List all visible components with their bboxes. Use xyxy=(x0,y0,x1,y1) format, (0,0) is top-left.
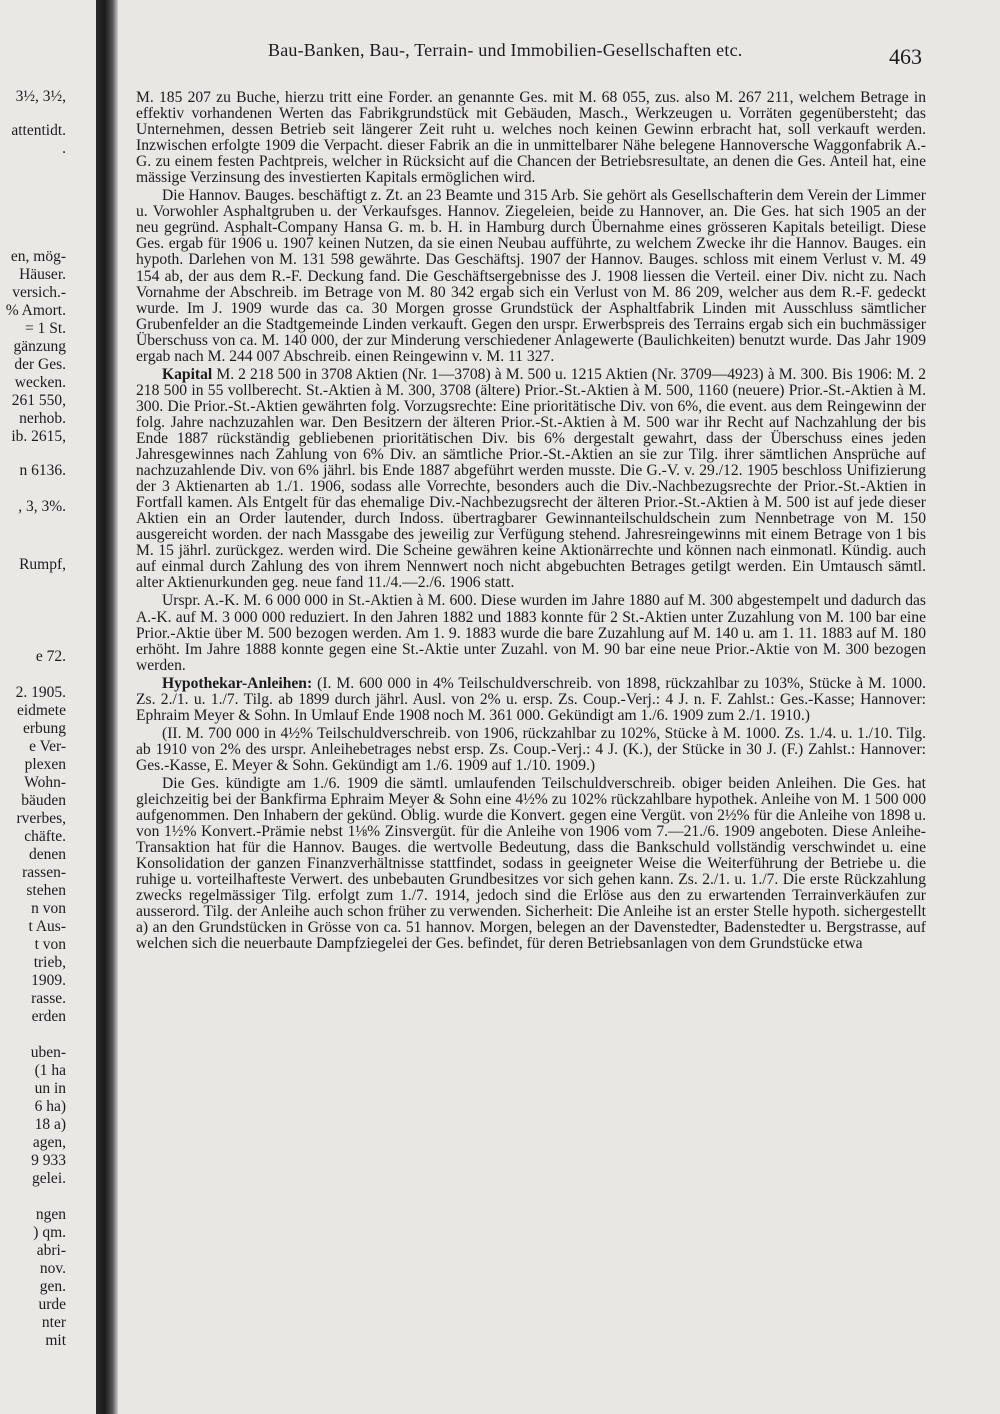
margin-fragment: chäfte. xyxy=(24,828,66,845)
margin-fragment: = 1 St. xyxy=(24,320,66,337)
margin-fragment: n von xyxy=(31,900,66,917)
margin-fragment: ngen xyxy=(35,1206,66,1223)
margin-fragment: 18 a) xyxy=(34,1116,66,1133)
margin-fragment: Wohn- xyxy=(24,774,66,791)
paragraph xyxy=(136,676,926,724)
margin-fragment: e 72. xyxy=(35,648,66,665)
margin-fragment: 3½, 3½, xyxy=(15,88,66,105)
margin-fragment: un in xyxy=(34,1080,66,1097)
margin-fragment: n 6136. xyxy=(19,462,66,479)
margin-fragment: 1909. xyxy=(31,972,66,989)
margin-fragment: en, mög- xyxy=(10,248,66,265)
paragraph-text: Die Ges. kündigte am 1./6. 1909 die sämtl. umlaufenden Teilschuldverschreib. obiger beiden Anleihen. Die Ges. hat gleichzeitig bei der Bankfirma Ephraim Meyer & Sohn eine 4½% zu 102% rückzahlbare hypothek. Anleihe von M. 1 500 000 aufgenommen. Den Inhabern der gekünd. Oblig. wurde die Konvert. gegen eine Vergüt. von 2½% für die Anleihe von 1898 u. von 1½% Konvert.-Prämie nebst 1⅛% Zinsvergüt. für die Anleihe von 1906 vom 7.—21./6. 1909 angeboten. Diese Anleihe-Transaktion hat für die Hannov. Bauges. die wertvolle Bedeutung, dass die Bankschuld vollständig verschwindet u. eine Konsolidation der ganzen Finanzverhältnisse stattfindet, sodass in geeigneter Weise die Weiterführung der Betriebe u. die ruhige u. vorteilhafteste Verwert. des unbebauten Grundbesitzes vor sich gehen kann. Zs. 2./1. u. 1./7. Die erste Rückzahlung zwecks regelmässiger Tilg. erfolgt zum 1./7. 1914, jedoch sind die Erlöse aus den zu erwartenden Terrainverkäufen zur ausserord. Tilg. der Anleihe auch schon früher zu verwenden. Sicherheit: Die Anleihe ist an erster Stelle hypoth. sichergestellt a) an den Grundstücken in Grösse von ca. 51 hannov. Morgen, belegen an der Davenstedter, Badenstedter u. Bergstrasse, auf welchen sich die neuerbaute Dampfziegelei der Ges. befindet, für deren Betriebsanlagen von dem Grundstücke etwa xyxy=(136,774,926,953)
margin-fragment: bäuden xyxy=(21,792,66,809)
margin-fragment: e Ver- xyxy=(29,738,66,755)
paragraph-text: (I. M. 600 000 in 4% Teilschuldverschreib. von 1898, rückzahlbar zu 103%, Stücke à M. 1000. Zs. 2./1. u. 1./7. Tilg. ab 1899 durch jährl. Ausl. von 2% u. ersp. Zs. Coup.-Verj.: 4 J. n. F. Zahlst.: Ges.-Kasse; Hannover: Ephraim Meyer & Sohn. In Umlauf Ende 1908 noch M. 361 000. Gekündigt am 1./6. 1909 zum 2./1. 1910.) xyxy=(136,674,926,724)
margin-fragment: erbung xyxy=(22,720,66,737)
margin-fragment: gelei. xyxy=(32,1170,66,1187)
margin-fragment: . xyxy=(62,140,66,157)
margin-fragment: rasse. xyxy=(31,990,66,1007)
margin-fragment: nerhob. xyxy=(19,410,66,427)
margin-fragment: abri- xyxy=(36,1242,66,1259)
paragraph-text: (II. M. 700 000 in 4½% Teilschuldverschreib. von 1906, rückzahlbar zu 102%, Stücke à M. 1000. Zs. 1./4. u. 1./10. Tilg. ab 1910 von 2% des urspr. Anleihebetrages nebst ersp. Zs. Coup.-Verj.: 4 J. (K.), der Stücke in 30 J. (F.) Zahlst.: Hannover: Ges.-Kasse, E. Meyer & Sohn. Gekündigt am 1./6. 1909 auf 1./10. 1909.) xyxy=(136,724,926,774)
paragraph xyxy=(136,188,926,365)
margin-fragment: , 3, 3%. xyxy=(18,498,66,515)
margin-fragment: eidmete xyxy=(16,702,66,719)
book-gutter xyxy=(96,0,118,1414)
margin-fragment: urde xyxy=(38,1296,66,1313)
margin-fragment: stehen xyxy=(26,882,66,899)
margin-fragment: 261 550, xyxy=(11,392,66,409)
margin-fragment: uben- xyxy=(30,1044,66,1061)
paragraph-text: Urspr. A.-K. M. 6 000 000 in St.-Aktien à M. 600. Diese wurden im Jahre 1880 auf M. 300 abgestempelt und dadurch das A.-K. auf M. 3 000 000 reduziert. In den Jahren 1882 und 1883 konnte für 2 St.-Aktien unter Zuzahlung von M. 100 bar eine Prior.-Aktie über M. 500 bezogen werden. Am 1. 9. 1883 wurde die bare Zuzahlung auf M. 140 u. am 1. 11. 1883 auf M. 180 erhöht. Im Jahre 1888 konnte gegen eine St.-Aktie unter Zuzahl. von M. 90 bar eine neue Prior.-Aktie von M. 300 bezogen werden. xyxy=(136,592,926,674)
margin-fragment: 9 933 xyxy=(31,1152,66,1169)
margin-fragment: ) qm. xyxy=(33,1224,66,1241)
paragraph-text: M. 185 207 zu Buche, hierzu tritt eine Forder. an genannte Ges. mit M. 68 055, zus. also M. 267 211, welchem Betrage in effektiv vorhandenen Werten das Fabrikgrundstück mit Gebäuden, Masch., Werkzeugen u. Vorräten gegenübersteht; das Unternehmen, dessen Betrieb seit längerer Zeit ruht u. welches noch keinen Gewinn erbracht hat, soll verkauft werden. Inzwischen erfolgte 1909 die Verpacht. dieser Fabrik an die in unmittelbarer Nähe belegene Hannoversche Waggonfabrik A.-G. zu einem festen Pachtpreis, welcher in Rücksicht auf die Chancen der Betriebsresultate, an denen die Ges. Anteil hat, eine mässige Verzinsung des investierten Kapitals ermöglichen wird. xyxy=(136,89,926,187)
margin-fragment: t von xyxy=(34,936,66,953)
margin-fragment: rverbes, xyxy=(16,810,66,827)
margin-fragment: ib. 2615, xyxy=(11,428,66,445)
margin-fragment: Häuser. xyxy=(19,266,66,283)
margin-fragment: nov. xyxy=(39,1260,66,1277)
margin-fragment: attentidt. xyxy=(11,122,66,139)
margin-fragment: 6 ha) xyxy=(34,1098,66,1115)
paragraph xyxy=(136,367,926,592)
paragraph-text: M. 2 218 500 in 3708 Aktien (Nr. 1—3708) à M. 500 u. 1215 Aktien (Nr. 3709—4923) à M. 300. Bis 1906: M. 2 218 500 in 55 vollberecht. St.-Aktien à M. 300, 3708 (ältere) Prior.-St.-Aktien à M. 500, 1160 (neuere) Prior.-St.-Aktien à M. 300. Die Prior.-St.-Aktien gewährten folg. Vorzugsrechte: Eine prioritätische Div. von 6%, die event. aus dem Reingewinn der folg. Jahre nachzuzahlen war. Den Besitzern der älteren Prior.-St.-Aktien à M. 500 war ihr Recht auf Nachzahlung der bis Ende 1887 rückständig gebliebenen prioritätischen Div. bis 6% dergestalt gewahrt, dass der Überschuss eines jeden Jahresgewinnes nach Zahlung von 6% Div. an sämtliche Prior.-St.-Aktien an sie zur Tilg. ihrer sämtlichen Ansprüche auf nachzuzahlende Div. von 6% jährl. bis Ende 1887 abgeführt werden musste. Die G.-V. v. 29./12. 1905 beschloss Unifizierung der 3 Aktienarten ab 1./1. 1906, sodass alle Vorrechte, besonders auch die Div.-Nachbezugsrechte der Prior.-St.-Aktien in Fortfall kamen. Als Entgelt für das ehemalige Div.-Nachbezugsrecht der älteren Prior.-St.-Aktien à M. 500 ist auf jede dieser Aktien ein an Order lautender, durch Indoss. übertragbarer Gewinnanteilschuldschein zum Nennbetrage von M. 150 ausgereicht worden. der nach Massgabe des jeweilig zur Verfügung stehend. Jahresreingewinns mit einem Betrage von 1 bis M. 15 jährl. zurückgez. werden wird. Die Scheine gewähren keine Aktionärrechte und können nach einmonatl. Kündig. auch auf einmal durch Zahlung des von ihrem Nennwert noch nicht abgebuchten Betrages getilgt werden. Ein Umtausch sämtl. alter Aktienurkunden geg. neue fand 11./4.—2./6. 1906 statt. xyxy=(136,365,926,592)
margin-fragment: denen xyxy=(28,846,66,863)
margin-fragment: 2. 1905. xyxy=(15,684,66,701)
paragraph xyxy=(136,593,926,673)
body-text xyxy=(136,90,926,952)
margin-fragment: (1 ha xyxy=(34,1062,66,1079)
scanned-page xyxy=(118,0,1000,1414)
margin-fragment: gänzung xyxy=(13,338,66,355)
margin-fragment: mit xyxy=(45,1332,66,1349)
margin-fragment: trieb, xyxy=(33,954,66,971)
section-label: Kapital xyxy=(162,365,213,383)
page-number: 463 xyxy=(889,44,922,69)
margin-fragment: agen, xyxy=(32,1134,66,1151)
section-label: Hypothekar-Anleihen: xyxy=(162,674,313,692)
paragraph xyxy=(136,776,926,953)
margin-fragment: erden xyxy=(31,1008,66,1025)
paragraph xyxy=(136,90,926,186)
margin-fragment: rassen- xyxy=(22,864,66,881)
running-title: Bau-Banken, Bau-, Terrain- und Immobilien-Gesellschaften etc. xyxy=(268,40,743,60)
margin-fragment: % Amort. xyxy=(5,302,66,319)
margin-fragment: wecken. xyxy=(14,374,66,391)
margin-fragment: nter xyxy=(41,1314,66,1331)
margin-fragment: plexen xyxy=(24,756,66,773)
paragraph xyxy=(136,726,926,774)
margin-fragment: der Ges. xyxy=(14,356,66,373)
paragraph-text: Die Hannov. Bauges. beschäftigt z. Zt. an 23 Beamte und 315 Arb. Sie gehört als Gesellschafterin dem Verein der Limmer u. Vorwohler Asphaltgruben u. der Verkaufsges. Hannov. Ziegeleien, beide zu Hannover, an. Die Ges. hat sich 1905 an der neu gegründ. Asphalt-Company Hansa G. m. b. H. in Hamburg durch Übernahme eines grösseren Kapitals beteiligt. Diese Ges. ergab für 1906 u. 1907 keinen Nutzen, da sie einen Neubau aufführte, zu welchem Zwecke ihr die Hannov. Bauges. ein hypoth. Darlehen von M. 131 598 gewährte. Das Geschäftsj. 1907 der Hannov. Bauges. schloss mit einem Verlust v. M. 49 154 ab, der aus dem R.-F. Deckung fand. Die Geschäftsergebnisse des J. 1908 liessen die Verteil. einer Div. nicht zu. Nach Vornahme der Abschreib. im Betrage von M. 80 342 ergab sich ein Verlust von M. 86 209, welcher aus dem R.-F. gedeckt wurde. Im J. 1909 wurde das ca. 30 Morgen grosse Grundstück der Asphaltfabrik Linden mit Ausschluss sämtlicher Grubenfelder an die Stadtgemeinde Linden verkauft. Gegen den urspr. Erwerbspreis des Terrains ergab sich ein buchmässiger Überschuss von ca. M. 140 000, der zur Minderung verschiedener Anlagewerte (Baulichkeiten) benutzt wurde. Das Jahr 1909 ergab nach M. 244 007 Abschreib. einen Reingewinn v. M. 11 327. xyxy=(136,187,926,365)
margin-fragment: versich.- xyxy=(12,284,66,301)
adjacent-page-margin xyxy=(0,0,96,1414)
margin-fragment: t Aus- xyxy=(28,918,66,935)
margin-fragment: Rumpf, xyxy=(19,556,66,573)
margin-fragment: gen. xyxy=(39,1278,66,1295)
